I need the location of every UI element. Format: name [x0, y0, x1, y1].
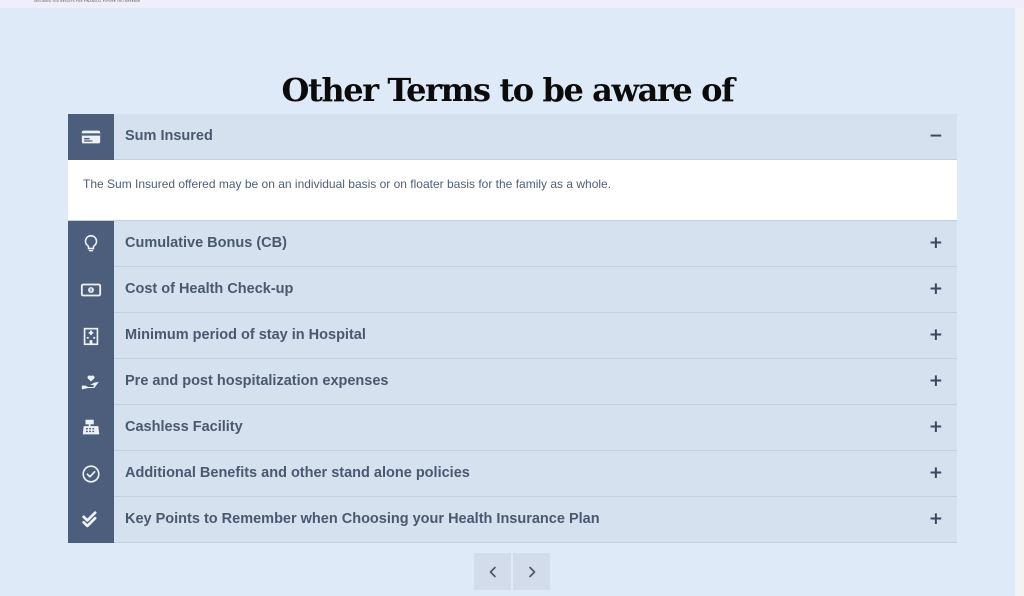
top-strip	[0, 0, 1024, 8]
accordion-header-sum-insured[interactable]	[68, 114, 957, 160]
accordion-header-pre-post-hospitalization[interactable]	[68, 359, 957, 405]
section-title: Other Terms to be aware of	[281, 71, 734, 110]
tagline-text: SECURING YOU RESULTS FOR FINANCIAL FUTURE YOU DESERVE	[34, 0, 141, 3]
accordion-body-text: The Sum Insured offered may be on an individual basis or on floater basis for the family as a whole.	[83, 177, 612, 191]
expand-icon[interactable]: +	[928, 417, 943, 437]
lightbulb-icon	[68, 221, 114, 267]
accordion-header-cumulative-bonus[interactable]	[68, 221, 957, 267]
chevron-left-icon	[488, 566, 498, 578]
next-button[interactable]	[513, 553, 550, 590]
accordion-header-health-checkup[interactable]	[68, 267, 957, 313]
expand-icon[interactable]: +	[928, 279, 943, 299]
credit-card-icon	[68, 114, 114, 160]
check-circle-icon	[68, 451, 114, 497]
cash-register-icon	[68, 405, 114, 451]
previous-button[interactable]	[474, 553, 511, 590]
check-double-icon	[68, 497, 114, 543]
expand-icon[interactable]: +	[928, 233, 943, 253]
accordion-header-key-points[interactable]	[68, 497, 957, 543]
expand-icon[interactable]: +	[928, 325, 943, 345]
accordion-title: Minimum period of stay in Hospital	[125, 327, 366, 343]
accordion-title: Cashless Facility	[125, 419, 243, 435]
accordion-title: Pre and post hospitalization expenses	[125, 373, 389, 389]
accordion-header-cashless-facility[interactable]	[68, 405, 957, 451]
accordion-title: Additional Benefits and other stand alone policies	[125, 465, 470, 481]
chevron-right-icon	[527, 566, 537, 578]
accordion-title: Key Points to Remember when Choosing your Health Insurance Plan	[125, 511, 600, 527]
hand-holding-heart-icon	[68, 359, 114, 405]
accordion-body-sum-insured	[68, 160, 957, 221]
expand-icon[interactable]: +	[928, 371, 943, 391]
accordion-title: Cost of Health Check-up	[125, 281, 294, 297]
page-scrollbar[interactable]	[1015, 8, 1024, 596]
accordion-title: Sum Insured	[125, 128, 213, 144]
expand-icon[interactable]: +	[928, 509, 943, 529]
terms-accordion	[68, 114, 957, 543]
slider-pager	[474, 553, 550, 590]
collapse-icon[interactable]: −	[928, 126, 943, 146]
hospital-icon	[68, 313, 114, 359]
expand-icon[interactable]: +	[928, 463, 943, 483]
accordion-header-minimum-stay[interactable]	[68, 313, 957, 359]
accordion-header-additional-benefits[interactable]	[68, 451, 957, 497]
money-bill-icon	[68, 267, 114, 313]
accordion-title: Cumulative Bonus (CB)	[125, 235, 287, 251]
